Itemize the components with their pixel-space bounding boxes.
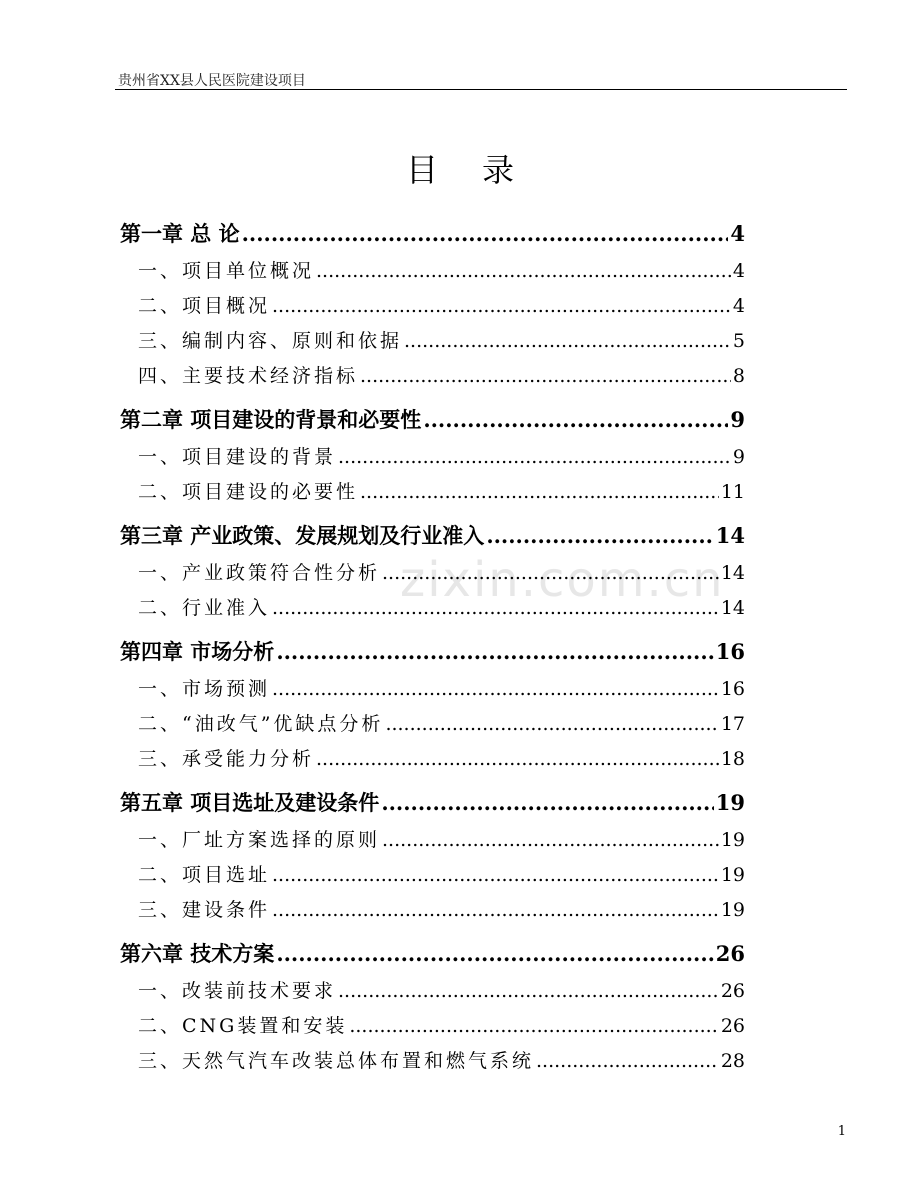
toc-entry-label: 第三章 产业政策、发展规划及行业准入	[120, 523, 485, 548]
toc-leader-dots	[382, 562, 719, 584]
toc-section-entry[interactable]	[120, 860, 745, 895]
toc-entry-page: 19	[720, 829, 745, 851]
toc-entry-page: 14	[715, 523, 745, 548]
toc-entry-label: 三、建设条件	[138, 899, 271, 921]
toc-entry-page: 19	[720, 864, 745, 886]
toc-leader-dots	[385, 713, 718, 735]
toc-entry-label: 二、CNG装置和安装	[138, 1015, 348, 1037]
toc-entry-label: 四、主要技术经济指标	[138, 365, 359, 387]
toc-leader-dots	[349, 1015, 718, 1037]
toc-entry-label: 第一章 总 论	[120, 221, 240, 246]
toc-entry-label: 第五章 项目选址及建设条件	[120, 790, 380, 815]
toc-leader-dots	[316, 260, 731, 282]
header-rule	[115, 89, 847, 90]
toc-leader-dots	[272, 678, 719, 700]
toc-section-entry[interactable]	[120, 976, 745, 1011]
toc-leader-dots	[272, 597, 719, 619]
toc-entry-label: 一、厂址方案选择的原则	[138, 829, 381, 851]
toc-entry-page: 16	[715, 639, 745, 664]
toc-entry-label: 第六章 技术方案	[120, 941, 275, 966]
toc-entry-label: 一、市场预测	[138, 678, 271, 700]
toc-entry-page: 19	[715, 790, 745, 815]
toc-entry-page: 14	[720, 562, 745, 584]
toc-leader-dots	[338, 446, 731, 468]
toc-chapter-entry[interactable]	[120, 787, 745, 825]
toc-entry-page: 18	[720, 748, 745, 770]
toc-chapter-entry[interactable]	[120, 404, 745, 442]
toc-leader-dots	[360, 481, 719, 503]
toc-section-entry[interactable]	[120, 558, 745, 593]
toc-entry-page: 17	[720, 713, 745, 735]
toc-entry-page: 11	[720, 481, 745, 503]
toc-entry-page: 4	[730, 221, 745, 246]
table-of-contents	[120, 218, 745, 1081]
toc-entry-label: 三、编制内容、原则和依据	[138, 330, 403, 352]
toc-leader-dots	[381, 790, 713, 815]
toc-chapter-entry[interactable]	[120, 520, 745, 558]
toc-entry-page: 8	[732, 365, 745, 387]
toc-chapter-entry[interactable]	[120, 636, 745, 674]
toc-entry-label: 二、项目建设的必要性	[138, 481, 359, 503]
toc-entry-label: 一、项目单位概况	[138, 260, 315, 282]
toc-entry-page: 4	[732, 260, 745, 282]
toc-section-entry[interactable]	[120, 744, 745, 779]
toc-entry-label: 三、天然气汽车改装总体布置和燃气系统	[138, 1050, 535, 1072]
page-title: 目录	[405, 151, 558, 189]
page-number: 1	[837, 1124, 846, 1139]
toc-entry-page: 26	[720, 980, 745, 1002]
toc-leader-dots	[316, 748, 719, 770]
toc-entry-page: 9	[732, 446, 745, 468]
toc-entry-page: 16	[720, 678, 745, 700]
watermark: zixin.com.cn	[400, 552, 725, 608]
toc-leader-dots	[272, 864, 719, 886]
toc-section-entry[interactable]	[120, 1046, 745, 1081]
toc-section-entry[interactable]	[120, 442, 745, 477]
toc-entry-label: 三、承受能力分析	[138, 748, 315, 770]
toc-section-entry[interactable]	[120, 326, 745, 361]
toc-entry-label: 二、“油改气”优缺点分析	[138, 713, 384, 735]
toc-entry-label: 二、项目选址	[138, 864, 271, 886]
toc-section-entry[interactable]	[120, 593, 745, 628]
toc-section-entry[interactable]	[120, 895, 745, 930]
toc-entry-label: 二、行业准入	[138, 597, 271, 619]
toc-leader-dots	[276, 941, 713, 966]
toc-leader-dots	[272, 899, 719, 921]
running-header: 贵州省XX县人民医院建设项目	[118, 73, 306, 89]
toc-section-entry[interactable]	[120, 1011, 745, 1046]
toc-entry-page: 28	[720, 1050, 745, 1072]
toc-leader-dots	[382, 829, 719, 851]
toc-leader-dots	[276, 639, 713, 664]
toc-chapter-entry[interactable]	[120, 938, 745, 976]
toc-entry-page: 14	[720, 597, 745, 619]
toc-entry-label: 二、项目概况	[138, 295, 271, 317]
toc-entry-label: 一、项目建设的背景	[138, 446, 337, 468]
toc-entry-page: 5	[732, 330, 745, 352]
toc-leader-dots	[486, 523, 713, 548]
toc-entry-page: 4	[732, 295, 745, 317]
toc-leader-dots	[360, 365, 731, 387]
toc-entry-label: 第二章 项目建设的背景和必要性	[120, 407, 422, 432]
toc-leader-dots	[423, 407, 728, 432]
toc-entry-label: 一、产业政策符合性分析	[138, 562, 381, 584]
toc-leader-dots	[242, 221, 729, 246]
toc-section-entry[interactable]	[120, 477, 745, 512]
toc-entry-label: 一、改装前技术要求	[138, 980, 337, 1002]
toc-leader-dots	[338, 980, 719, 1002]
toc-entry-label: 第四章 市场分析	[120, 639, 275, 664]
toc-section-entry[interactable]	[120, 291, 745, 326]
toc-section-entry[interactable]	[120, 709, 745, 744]
toc-entry-page: 26	[720, 1015, 745, 1037]
toc-section-entry[interactable]	[120, 674, 745, 709]
toc-leader-dots	[272, 295, 731, 317]
toc-section-entry[interactable]	[120, 825, 745, 860]
toc-chapter-entry[interactable]	[120, 218, 745, 256]
toc-section-entry[interactable]	[120, 256, 745, 291]
toc-entry-page: 9	[730, 407, 745, 432]
toc-leader-dots	[536, 1050, 719, 1072]
toc-entry-page: 19	[720, 899, 745, 921]
toc-entry-page: 26	[715, 941, 745, 966]
toc-section-entry[interactable]	[120, 361, 745, 396]
toc-leader-dots	[404, 330, 731, 352]
